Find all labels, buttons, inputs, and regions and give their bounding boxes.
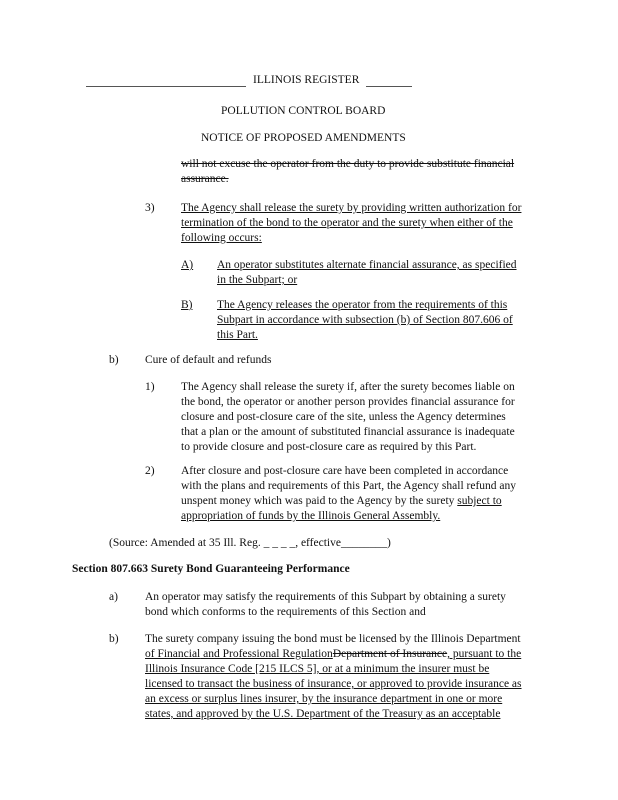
source-prefix: (Source: Amended at 35 Ill. Reg. (109, 537, 261, 549)
source-register-blank: _ _ _ _ (263, 537, 296, 549)
item-2-line-1: After closure and post-closure care have been completed in accordance (181, 465, 509, 477)
section-b-line-5: an excess or surplus lines insurer, by the insurance department in one or more (145, 693, 503, 705)
section-heading: Section 807.663 Surety Bond Guaranteeing Performance (72, 563, 350, 575)
item-1-line-4: that a plan or the amount of substituted financial assurance is inadequate (181, 426, 515, 438)
item-3-line-1: The Agency shall release the surety by providing written authorization for (181, 202, 522, 214)
item-2-inserted-text: subject to (457, 495, 502, 507)
item-1-line-2: the bond, the operator or another person provides financial assurance for (181, 396, 515, 408)
item-B-number: B) (181, 299, 193, 311)
item-1-line-1: The Agency shall release the surety if, after the surety becomes liable on (181, 381, 515, 393)
item-3-line-3: following occurs: (181, 232, 262, 244)
section-b-inserted-minimum: , or at a minimum the insurer must be (316, 663, 490, 675)
item-2-line-3-text: unspent money which was paid to the Agency by the surety (181, 495, 455, 507)
item-b-heading: Cure of default and refunds (145, 354, 272, 366)
section-b-inserted-financial: of Financial (145, 648, 201, 660)
item-B-line-3: this Part. (217, 329, 258, 341)
item-3-line-2: termination of the bond to the operator and the surety when either of the (181, 217, 513, 229)
section-b-line-3 (145, 662, 489, 677)
item-3-number: 3) (145, 202, 155, 214)
section-b-inserted-regulation: and Professional Regulation (200, 648, 333, 660)
section-b-line-6: states, and approved by the U.S. Department of the Treasury as an acceptable (145, 708, 501, 720)
section-a-line-2: bond which conforms to the requirements of this Section and (145, 606, 426, 618)
notice-title: NOTICE OF PROPOSED AMENDMENTS (201, 132, 406, 144)
item-2-line-3 (181, 494, 502, 509)
item-1-line-3: closure and post-closure care of the site, unless the Agency determines (181, 411, 506, 423)
section-b-deleted-text: Department of Insurance (332, 648, 448, 660)
item-B-line-1: The Agency releases the operator from the requirements of this (217, 299, 508, 311)
header-rule-right (366, 86, 412, 87)
header-rule-left (86, 86, 246, 87)
section-b-number: b) (109, 633, 119, 645)
item-2-number: 2) (145, 465, 155, 477)
item-A-number: A) (181, 259, 194, 271)
section-a-number: a) (109, 591, 118, 603)
register-title: ILLINOIS REGISTER (253, 74, 360, 86)
continuation-line-2: assurance. (181, 173, 229, 185)
section-a-line-1: An operator may satisfy the requirements of this Subpart by obtaining a surety (145, 591, 506, 603)
section-b-inserted-pursuant: , pursuant to the (447, 648, 522, 660)
section-b-line-4: licensed to transact the business of insurance, or approved to provide insurance as (145, 678, 522, 690)
item-B-line-2: Subpart in accordance with subsection (b) of Section 807.606 of (217, 314, 513, 326)
item-2-line-2: with the plans and requirements of this Part, the Agency shall refund any (181, 480, 517, 492)
source-note (109, 536, 391, 551)
section-b-inserted-code: Illinois Insurance Code [215 ILCS 5] (145, 663, 317, 675)
item-b-number: b) (109, 354, 119, 366)
section-b-line-2 (145, 647, 521, 662)
item-1-number: 1) (145, 381, 155, 393)
source-close: ) (386, 537, 391, 549)
item-1-line-5: to provide closure and post-closure care as required by this Part. (181, 441, 477, 453)
board-title: POLLUTION CONTROL BOARD (221, 105, 386, 117)
section-b-line-1: The surety company issuing the bond must be licensed by the Illinois Department (145, 633, 521, 645)
item-A-line-1: An operator substitutes alternate financial assurance, as specified (217, 259, 517, 271)
continuation-line-1: will not excuse the operator from the duty to provide substitute financial (181, 158, 515, 170)
source-effective-label: , effective (295, 537, 341, 549)
item-2-line-4: appropriation of funds by the Illinois General Assembly. (181, 510, 441, 522)
item-A-line-2: in the Subpart; or (217, 274, 298, 286)
source-effective-blank: ________ (340, 537, 387, 549)
